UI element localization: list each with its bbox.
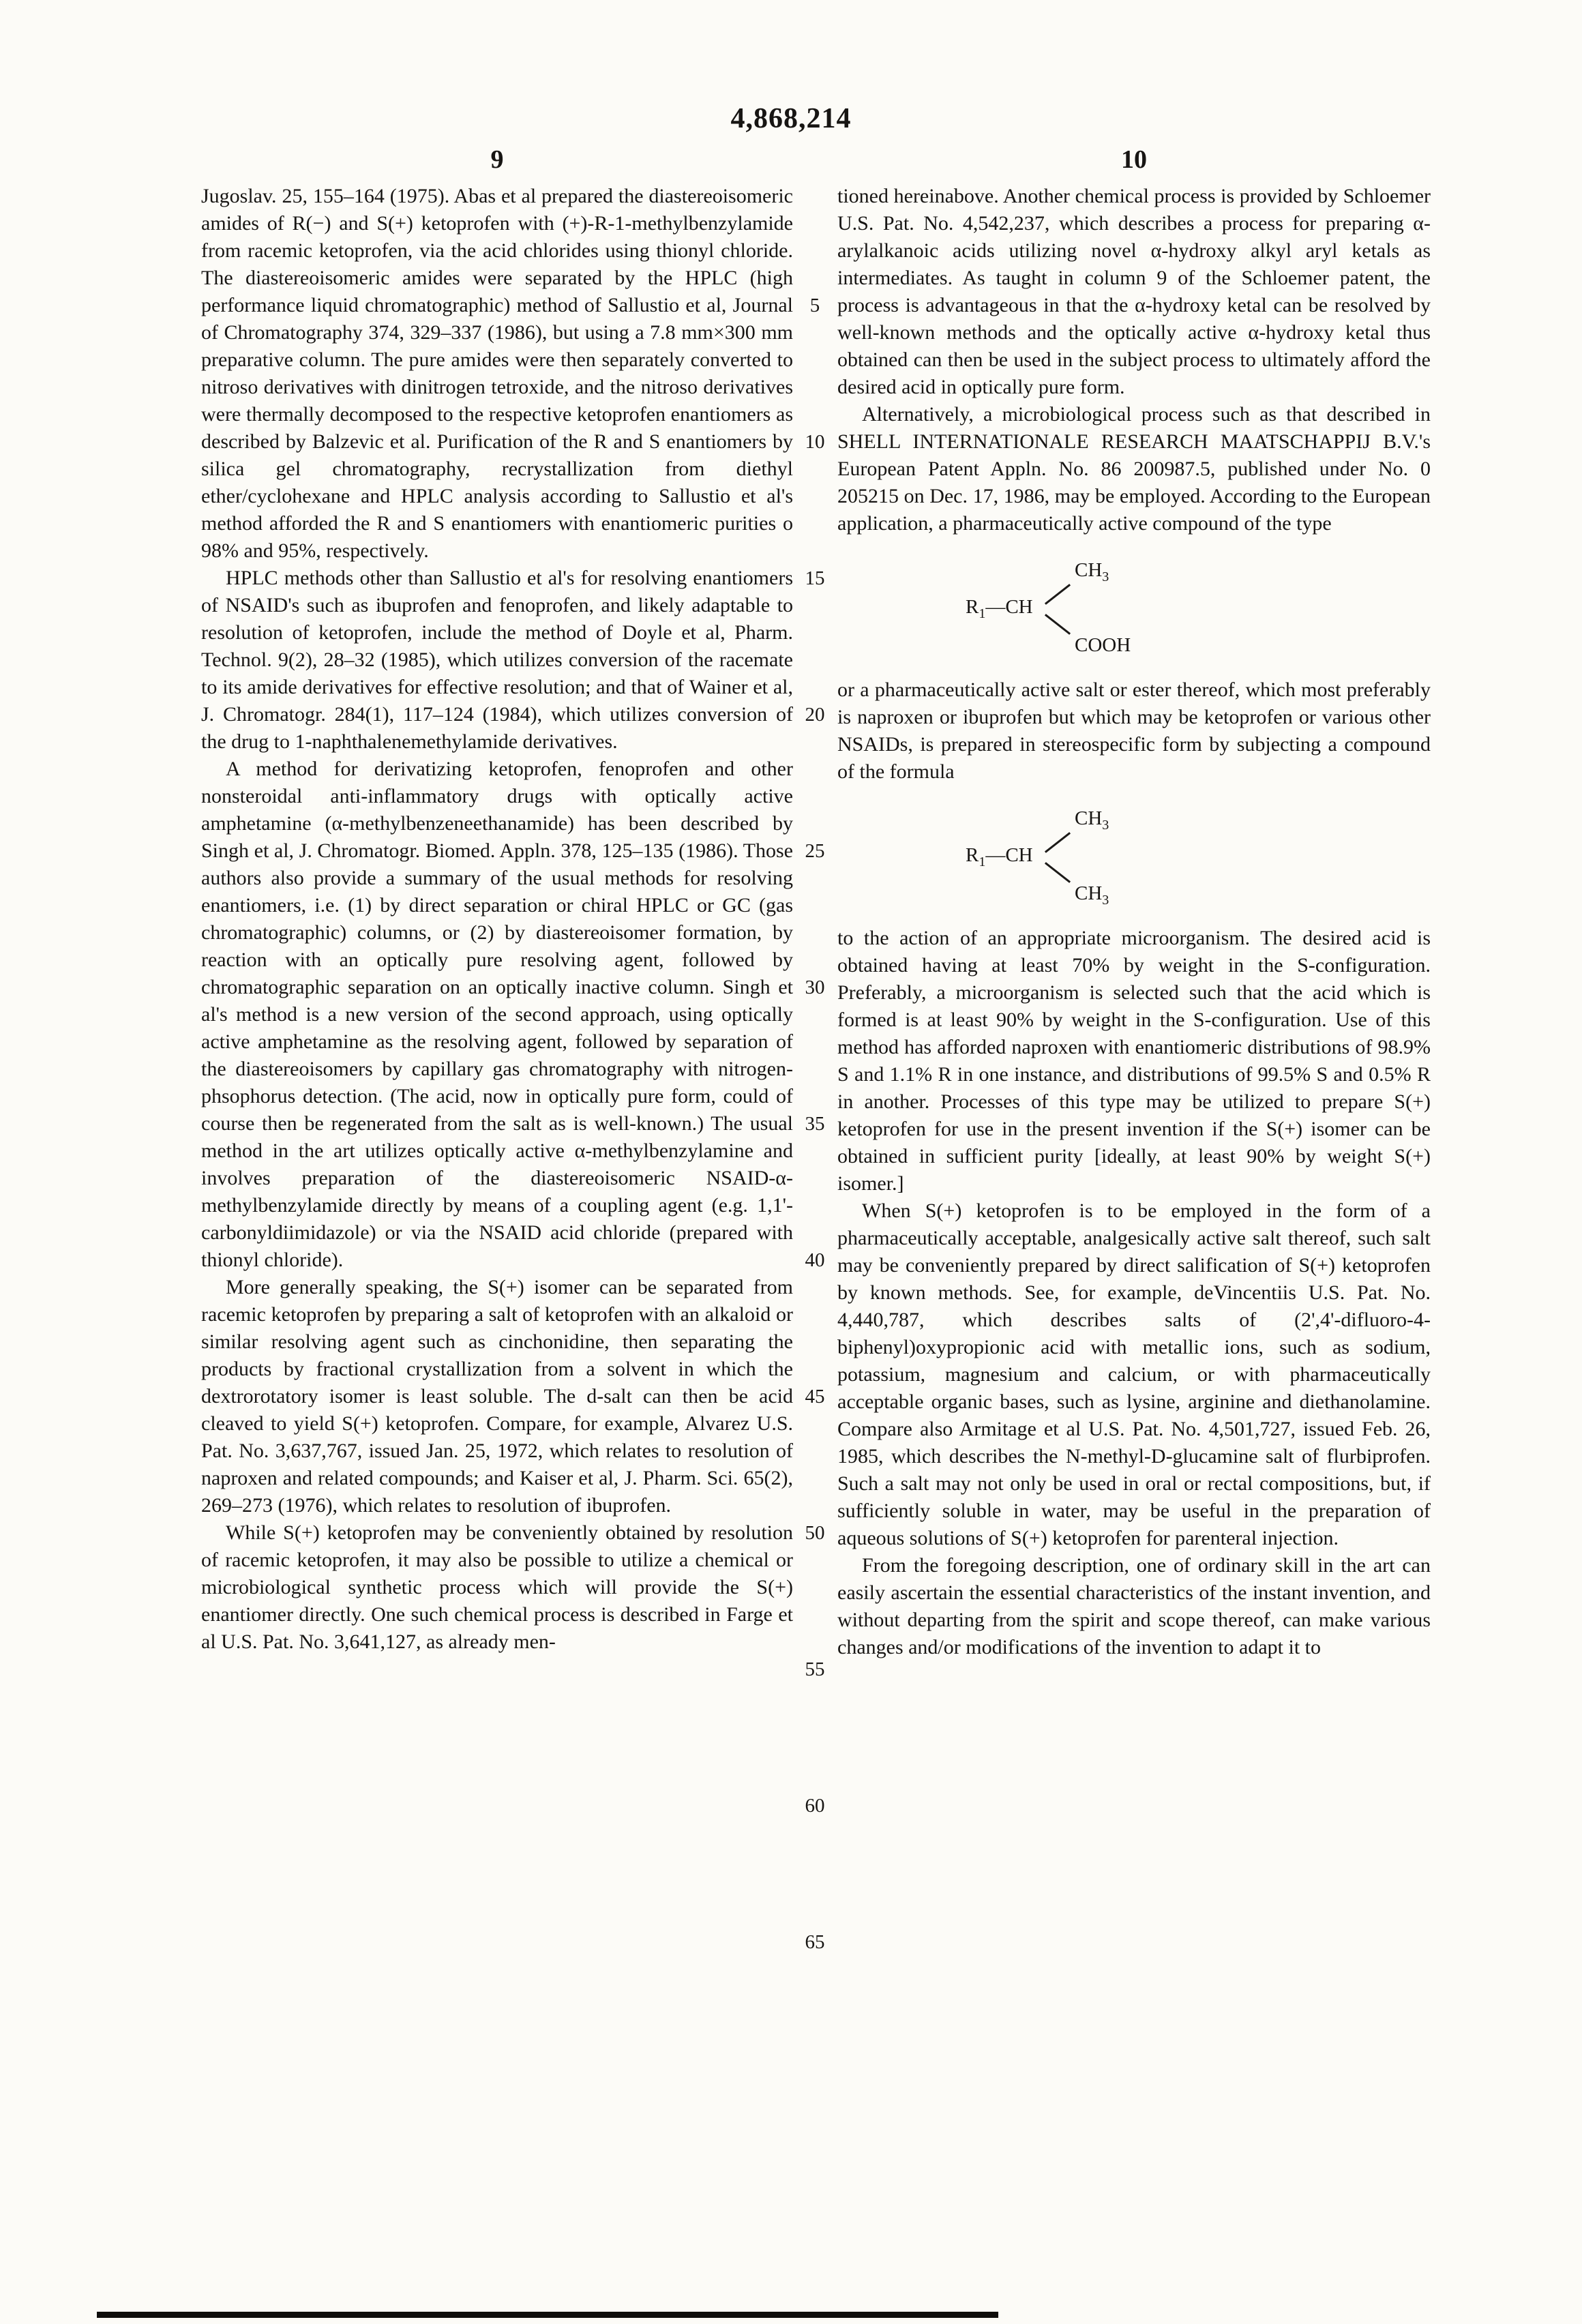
chemical-formula-precursor	[925, 803, 1266, 907]
paragraph: From the foregoing description, one of ordinary skill in the art can easily ascertain the essential characteristics of the instant invention, and without departing from the spirit and scope thereof, can make various changes and/or modifications of the invention to adapt it to	[837, 1554, 1431, 1658]
formula-left-group: $R_1—CH$	[966, 596, 1033, 621]
line-number: 25	[805, 840, 825, 862]
formula-top-group: $CH_3$	[1075, 559, 1109, 584]
bond-line-icon	[1045, 614, 1071, 635]
bond-line-icon	[1045, 832, 1071, 853]
paragraph: HPLC methods other than Sallustio et al's for resolving enantiomers of NSAID's such as ibuprofen and fenoprofen, and likely adaptable to resolution of ketoprofen, include the method of Doyle et al, Pharm. Technol. 9(2), 28–32 (1985), which utilizes conversion of the racemate to its amide derivatives for effective resolution; and that of Wainer et al, J. Chromatogr. 284(1), 117–124 (1984), which utilizes conversion of the drug to 1-naphthalenemethylamide derivatives.	[201, 567, 793, 753]
patent-number: 4,868,214	[730, 103, 852, 134]
column-number-left: 9	[490, 145, 504, 174]
paragraph: Jugoslav. 25, 155–164 (1975). Abas et al prepared the diastereoisomeric amides of R(−) and S(+) ketoprofen with (+)-R-1-methylbenzylamide from racemic ketoprofen, via the acid chlorides using thionyl chloride. The diastereoisomeric amides were separated by the HPLC (high performance liquid chromatographic) method of Sallustio et al, Journal of Chromatography 374, 329–337 (1986), but using a 7.8 mm×300 mm preparative column. The pure amides were then separately converted to nitroso derivatives with dinitrogen tetroxide, and the nitroso derivatives were thermally decomposed to the respective ketoprofen enantiomers as described by Balzevic et al. Purification of the R and S enantiomers by silica gel chromatography, recrystallization from diethyl ether/cyclohexane and HPLC analysis according to Sallustio et al's method afforded the R and S enantiomers with enantiomeric purities o 98% and 95%, respectively.	[201, 185, 793, 562]
line-number: 45	[805, 1386, 825, 1407]
bond-line-icon	[1045, 584, 1071, 605]
formula-bottom-group: $CH_3$	[1075, 882, 1109, 908]
line-number: 40	[805, 1249, 825, 1271]
paragraph: A method for derivatizing ketoprofen, fenoprofen and other nonsteroidal anti-inflammatory drugs with optically active amphetamine (α-methylbenzeneethanamide) has been described by Singh et al, J. Chromatogr. Biomed. Appln. 378, 125–135 (1986). Those authors also provide a summary of the usual methods for resolving enantiomers, i.e. (1) by direct separation or chiral HPLC or GC (gas chromatographic) columns, or (2) by diastereoisomer formation, by reaction with an optically pure resolving agent, followed by chromatographic separation on an optically inactive column. Singh et al's method is a new version of the second approach, using optically active amphetamine as the resolving agent, followed by separation of the diastereoisomers by capillary gas chromatography with nitrogen-phsophorus detection. (The acid, now in optically pure form, could of course then be regenerated from the salt as is well-known.) The usual method in the art utilizes optically active α-methylbenzylamine and involves preparation of the diastereoisomeric NSAID-α-methylbenzylamide directly by means of a coupling agent (e.g. 1,1'-carbonyldiimidazole) or via the NSAID acid chloride (prepared with thionyl chloride).	[201, 758, 793, 1271]
line-number-gutter	[789, 183, 841, 2024]
line-number: 30	[805, 977, 825, 998]
paragraph: More generally speaking, the S(+) isomer can be separated from racemic ketoprofen by preparing a salt of ketoprofen with an alkaloid or similar resolving agent such as cinchonidine, then separating the products by fractional crystallization from a solvent in which the dextrorotatory isomer is least soluble. The d-salt can then be acid cleaved to yield S(+) ketoprofen. Compare, for example, Alvarez U.S. Pat. No. 3,637,767, issued Jan. 25, 1972, which relates to resolution of naproxen and related compounds; and Kaiser et al, J. Pharm. Sci. 65(2), 269–273 (1976), which relates to resolution of ibuprofen.	[201, 1276, 793, 1517]
paragraph: While S(+) ketoprofen may be conveniently obtained by resolution of racemic ketoprofen, it may also be possible to utilize a chemical or microbiological synthetic process which will provide the S(+) enantiomer directly. One such chemical process is described in Farge et al U.S. Pat. No. 3,641,127, as already men-	[201, 1521, 793, 1653]
paragraph: tioned hereinabove. Another chemical process is provided by Schloemer U.S. Pat. No. 4,542,237, which describes a process for preparing α-arylalkanoic acids utilizing novel α-hydroxy alkyl aryl ketals as intermediates. As taught in column 9 of the Schloemer patent, the process is advantageous in that the α-hydroxy ketal can be resolved by well-known methods and the optically active α-hydroxy ketal thus obtained can then be used in the subject process to ultimately afford the desired acid in optically pure form.	[837, 185, 1431, 398]
formula-bottom-group: COOH	[1075, 634, 1131, 656]
paragraph: Alternatively, a microbiological process such as that described in SHELL INTERNATIONALE RESEARCH MAATSCHAPPIJ B.V.'s European Patent Appln. No. 86 200987.5, published under No. 0 205215 on Dec. 17, 1986, may be employed. According to the European application, a pharmaceutically active compound of the type	[837, 403, 1431, 535]
line-number: 50	[805, 1522, 825, 1544]
line-number: 20	[805, 704, 825, 726]
formula-left-group: $R_1—CH$	[966, 844, 1033, 869]
paragraph: or a pharmaceutically active salt or ester thereof, which most preferably is naproxen or ibuprofen but which may be ketoprofen or various other NSAIDs, is prepared in stereospecific form by subjecting a compound of the formula	[837, 679, 1431, 783]
column-9-text	[201, 183, 793, 1656]
column-10-text	[837, 183, 1431, 1661]
paragraph: When S(+) ketoprofen is to be employed in the form of a pharmaceutically acceptable, analgesically active salt thereof, such salt may be conveniently prepared by direct salification of S(+) ketoprofen by known methods. See, for example, deVincentiis U.S. Pat. No. 4,440,787, which describes salts of (2',4'-difluoro-4-biphenyl)oxypropionic acid with metallic ions, such as sodium, potassium, magnesium and calcium, or with pharmaceutically acceptable organic bases, such as lysine, arginine and diethanolamine. Compare also Armitage et al U.S. Pat. No. 4,501,727, issued Feb. 26, 1985, which describes the N-methyl-D-glucamine salt of flurbiprofen. Such a salt may not only be used in oral or rectal compositions, but, if sufficiently soluble in water, may be useful in the preparation of aqueous solutions of S(+) ketoprofen for parenteral injection.	[837, 1200, 1431, 1549]
scan-artifact	[97, 2312, 998, 2318]
paragraph: to the action of an appropriate microorganism. The desired acid is obtained having at least 70% by weight in the S-configuration. Preferably, a microorganism is selected such that the acid which is formed is at least 90% by weight in the S-configuration. Use of this method has afforded naproxen with enantiomeric distributions of 98.9% S and 1.1% R in one instance, and distributions of 99.5% S and 0.5% R in another. Processes of this type may be utilized to prepare S(+) ketoprofen for use in the present invention if the S(+) isomer can be obtained in sufficient purity [ideally, at least 90% by weight S(+) isomer.]	[837, 927, 1431, 1195]
line-number: 5	[809, 295, 820, 316]
formula-top-group: $CH_3$	[1075, 807, 1109, 833]
bond-line-icon	[1045, 862, 1071, 883]
line-number: 35	[805, 1113, 825, 1135]
line-number: 65	[805, 1931, 825, 1953]
line-number: 10	[805, 431, 825, 453]
line-number: 15	[805, 567, 825, 589]
column-number-right: 10	[1121, 145, 1147, 174]
line-number: 55	[805, 1658, 825, 1680]
line-number: 60	[805, 1795, 825, 1817]
chemical-formula-acid	[925, 555, 1266, 659]
